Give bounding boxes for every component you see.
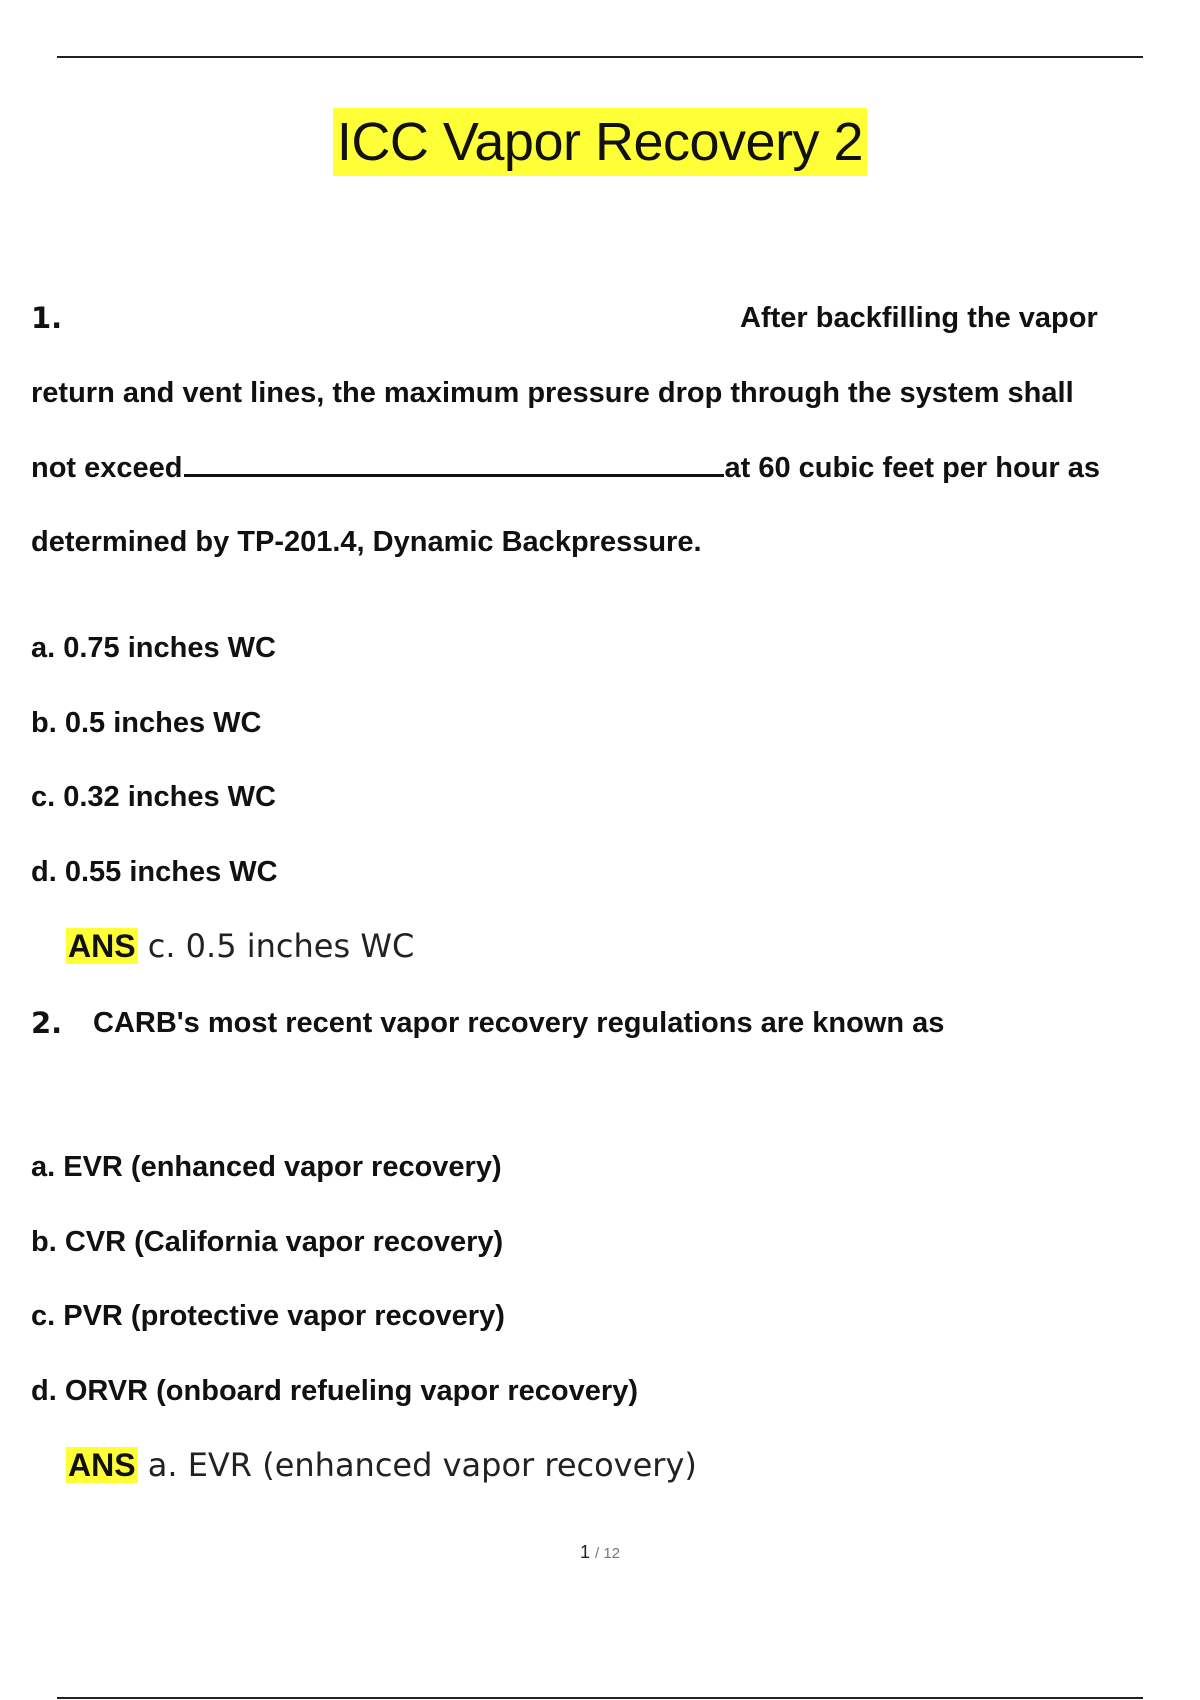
page-number	[0, 1542, 1200, 1563]
answer-option: a. 0.75 inches WC	[31, 632, 276, 664]
answer-tag: ANS	[68, 1447, 136, 1483]
answer-option: c. PVR (protective vapor recovery)	[31, 1300, 505, 1332]
question-stem-line: After backfilling the vapor	[740, 302, 1098, 334]
document-title: ICC Vapor Recovery 2	[333, 108, 867, 176]
question-stem-line	[31, 450, 1100, 486]
answer-line	[66, 926, 414, 966]
page-total: / 12	[595, 1545, 621, 1562]
stem-text-before-blank: not exceed	[31, 452, 183, 484]
top-divider	[57, 56, 1143, 58]
answer-option: b. 0.5 inches WC	[31, 707, 262, 739]
answer-line	[66, 1445, 697, 1485]
answer-text: c. 0.5 inches WC	[147, 927, 415, 965]
stem-text-after-blank: at 60 cubic feet per hour as	[724, 452, 1101, 484]
answer-option: b. CVR (California vapor recovery)	[31, 1226, 504, 1258]
bottom-divider	[57, 1697, 1143, 1699]
page-current: 1	[579, 1542, 590, 1562]
question-number: 2.	[31, 1006, 63, 1040]
answer-option: d. ORVR (onboard refueling vapor recovery)	[31, 1375, 638, 1407]
title-container	[0, 108, 1200, 176]
answer-text: a. EVR (enhanced vapor recovery)	[147, 1446, 697, 1484]
question-stem: CARB's most recent vapor recovery regulations are known as	[93, 1007, 945, 1039]
answer-option: c. 0.32 inches WC	[31, 781, 276, 813]
fill-in-blank	[184, 450, 724, 477]
question-number: 1.	[31, 301, 63, 335]
question-stem-line: return and vent lines, the maximum pressure drop through the system shall	[31, 377, 1074, 409]
answer-option: d. 0.55 inches WC	[31, 856, 278, 888]
question-stem-line: determined by TP-201.4, Dynamic Backpressure.	[31, 526, 702, 558]
answer-option: a. EVR (enhanced vapor recovery)	[31, 1151, 502, 1183]
answer-tag: ANS	[68, 928, 136, 964]
